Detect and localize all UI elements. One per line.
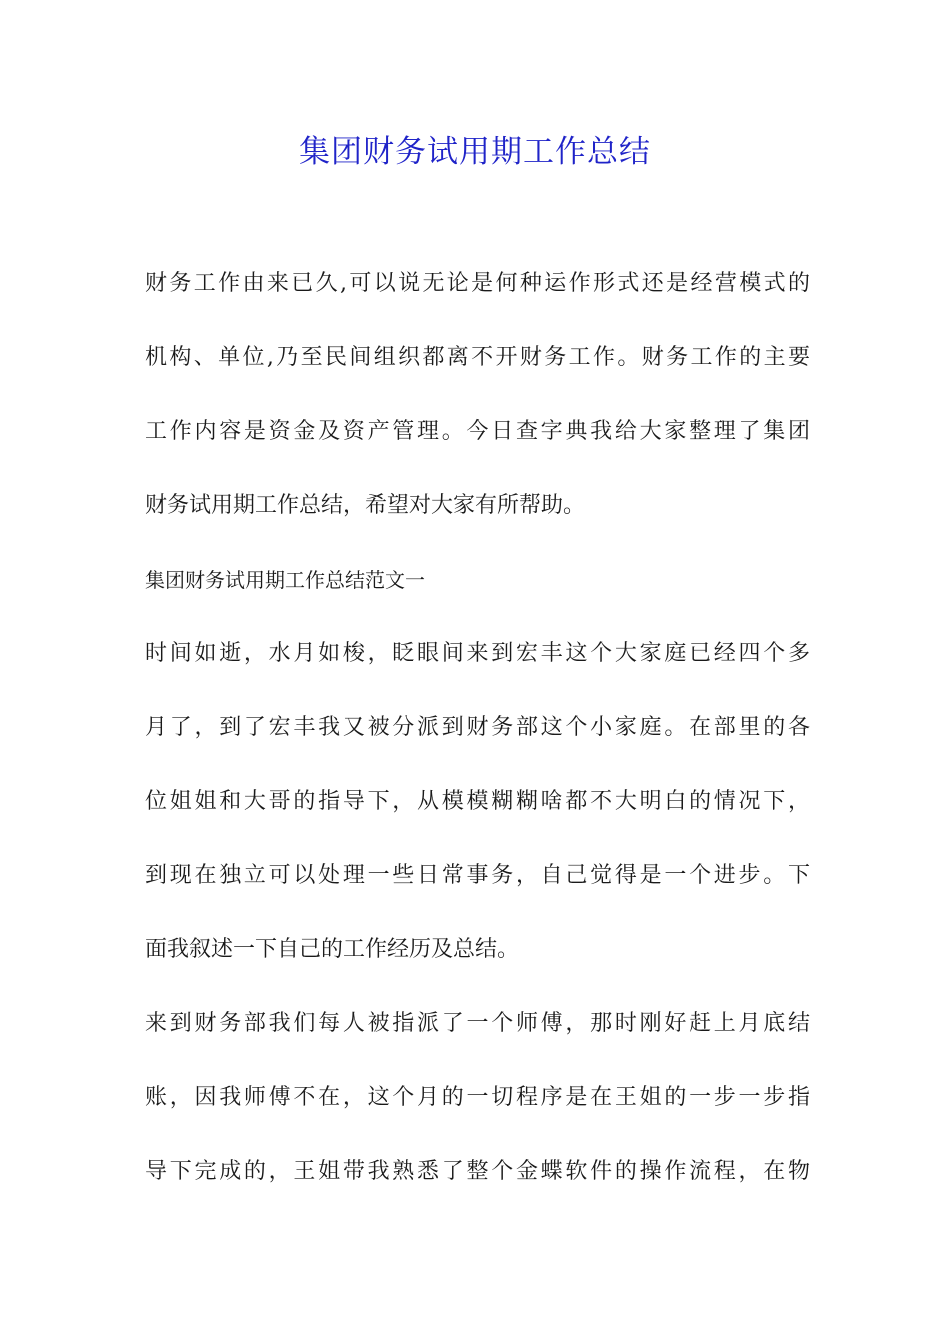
paragraph-line: 导下完成的，王姐带我熟悉了整个金蝶软件的操作流程，在物 bbox=[145, 1159, 810, 1184]
paragraph-line: 月了，到了宏丰我又被分派到财务部这个小家庭。在部里的各 bbox=[145, 715, 810, 740]
document-body bbox=[145, 262, 810, 1224]
paragraph-line: 来到财务部我们每人被指派了一个师傅，那时刚好赶上月底结 bbox=[145, 1011, 810, 1036]
document-title: 集团财务试用期工作总结 bbox=[299, 134, 651, 170]
paragraph-line: 位姐姐和大哥的指导下，从模模糊糊啥都不大明白的情况下， bbox=[145, 789, 810, 814]
paragraph-line: 时间如逝，水月如梭，眨眼间来到宏丰这个大家庭已经四个多 bbox=[145, 641, 810, 666]
paragraph-line: 到现在独立可以处理一些日常事务，自己觉得是一个进步。下 bbox=[145, 863, 810, 888]
section-heading: 集团财务试用期工作总结范文一 bbox=[145, 568, 425, 592]
paragraph-line: 工作内容是资金及资产管理。今日查字典我给大家整理了集团 bbox=[145, 419, 810, 444]
paragraph-line: 机构、单位,乃至民间组织都离不开财务工作。财务工作的主要 bbox=[145, 345, 810, 370]
paragraph-line: 财务工作由来已久,可以说无论是何种运作形式还是经营模式的 bbox=[145, 271, 810, 296]
paragraph-line: 财务试用期工作总结，希望对大家有所帮助。 bbox=[145, 493, 586, 518]
paragraph-line: 面我叙述一下自己的工作经历及总结。 bbox=[145, 937, 520, 962]
paragraph-line: 账，因我师傅不在，这个月的一切程序是在王姐的一步一步指 bbox=[145, 1085, 810, 1110]
